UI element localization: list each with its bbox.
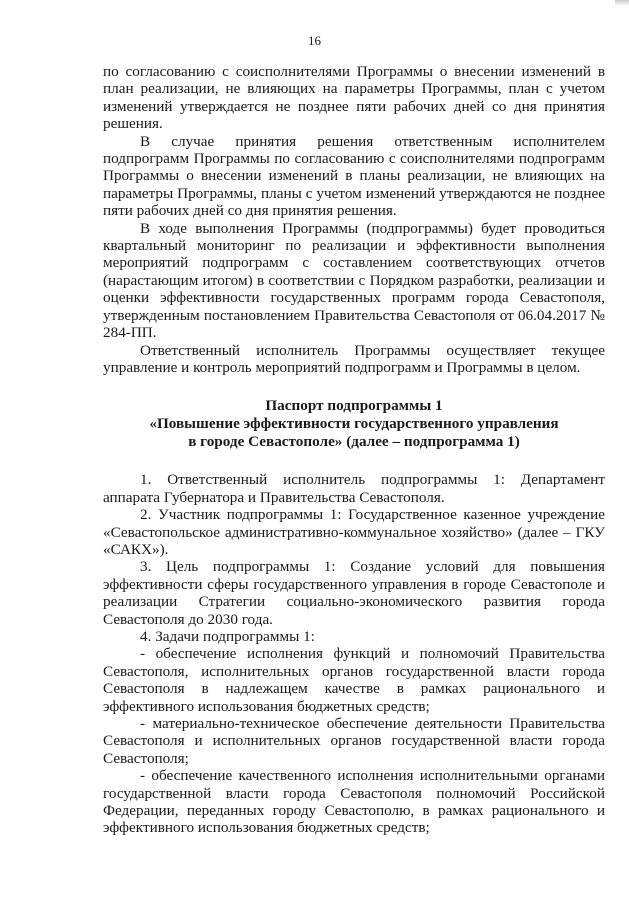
passport-item-tasks-heading: 4. Задачи подпрограммы 1: bbox=[140, 627, 315, 645]
passport-item-participant: 2. Участник подпрограммы 1: Государственное казенное учреждение «Севастопольское административно-коммунальное хозяйство» (далее – ГКУ «САКХ»). bbox=[103, 506, 605, 558]
passport-title-line-2: «Повышение эффективности государственного управления bbox=[149, 415, 559, 433]
passport-task-1: - обеспечение исполнения функций и полномочий Правительства Севастополя, исполнительных органов государственной власти города Севастополя в надлежащем качестве в рамках рационального и эффективного использования бюджетных средств; bbox=[103, 645, 605, 715]
passport-title-line-1: Паспорт подпрограммы 1 bbox=[265, 397, 443, 415]
passport-item-responsible: 1. Ответственный исполнитель подпрограммы 1: Департамент аппарата Губернатора и Правительства Севастополя. bbox=[103, 471, 605, 506]
scan-edge-mark bbox=[615, 0, 629, 6]
passport-title-line-3: в городе Севастополе» (далее – подпрограмма 1) bbox=[188, 433, 520, 451]
paragraph-responsible-executor: Ответственный исполнитель Программы осуществляет текущее управление и контроль мероприятий подпрограмм и Программы в целом. bbox=[103, 341, 605, 376]
page-body bbox=[103, 63, 605, 837]
page-number: 16 bbox=[308, 33, 321, 48]
passport-heading bbox=[103, 397, 605, 451]
paragraph-continuation: по согласованию с соисполнителями Программы о внесении изменений в план реализации, не влияющих на параметры Программы, план с учетом изменений утверждается не позднее пяти рабочих дней со дня принятия решения. bbox=[103, 63, 605, 133]
paragraph-quarterly-monitoring: В ходе выполнения Программы (подпрограммы) будет проводиться квартальный мониторинг по реализации и эффективности выполнения мероприятий подпрограмм с составлением соответствующих отчетов (нарастающим итогом) в соответствии с Порядком разработки, реализации и оценки эффективности государственных программ города Севастополя, утвержденным постановлением Правительства Севастополя от 06.04.2017 № 284-ПП. bbox=[103, 219, 605, 342]
passport-item-goal: 3. Цель подпрограммы 1: Создание условий для повышения эффективности сферы государственного управления в городе Севастополе и реализации Стратегии социально-экономического развития города Севастополя до 2030 года. bbox=[103, 558, 605, 628]
passport-task-2: - материально-техническое обеспечение деятельности Правительства Севастополя и исполнительных органов государственной власти города Севастополя; bbox=[103, 715, 605, 767]
passport-task-3: - обеспечение качественного исполнения исполнительными органами государственной власти города Севастополя полномочий Российской Федерации, переданных городу Севастополю, в рамках рационального и эффективного использования бюджетных средств; bbox=[103, 767, 605, 837]
paragraph-subprogram-plan-changes: В случае принятия решения ответственным исполнителем подпрограмм Программы по согласованию с соисполнителями подпрограмм Программы о внесении изменений в планы реализации, не влияющих на параметры Программы, планы с учетом изменений утверждаются не позднее пяти рабочих дней со дня принятия решения. bbox=[103, 132, 605, 220]
section-spacer bbox=[103, 451, 605, 471]
